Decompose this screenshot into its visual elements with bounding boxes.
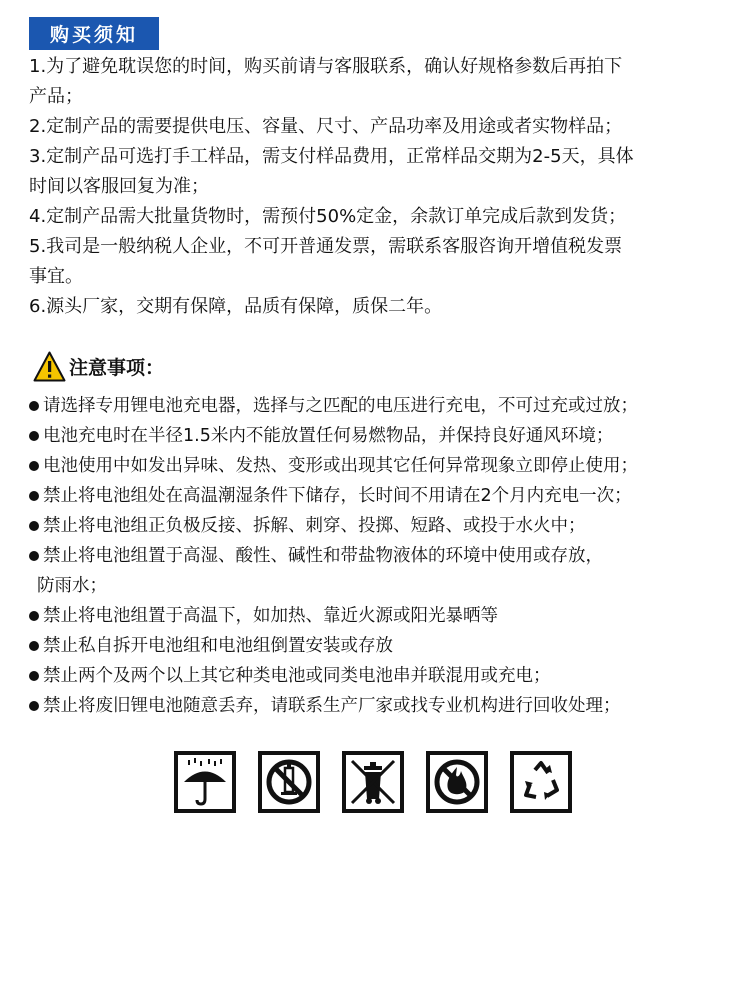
caution-text: 禁止将废旧锂电池随意丢弃，请联系生产厂家或找专业机构进行回收处理；: [43, 696, 621, 716]
caution-text: 请选择专用锂电池充电器，选择与之匹配的电压进行充电，不可过充或过放；: [43, 396, 638, 416]
note-line: 6.源头厂家，交期有保障，品质有保障，质保二年。: [29, 296, 443, 317]
caution-text: 禁止将电池组正负极反接、拆解、刺穿、投掷、短路、或投于水火中；: [43, 516, 586, 536]
list-item: [29, 481, 744, 511]
caution-text: 禁止将电池组置于高温下，如加热、靠近火源或阳光暴晒等: [43, 606, 498, 626]
caution-title: 注意事项：: [69, 356, 165, 379]
note-line: 3.定制产品可选打手工样品，需支付样品费用，正常样品交期为2-5天，具体: [29, 146, 634, 167]
warning-triangle-icon: [33, 351, 66, 382]
purchase-notes: [29, 52, 729, 322]
bullet-icon: [29, 671, 39, 681]
caution-list: [29, 391, 744, 721]
list-item: [29, 421, 744, 451]
note-line: 事宜。: [29, 266, 83, 287]
caution-text: 禁止将电池组处在高温潮湿条件下储存，长时间不用请在2个月内充电一次；: [43, 486, 632, 506]
bullet-icon: [29, 401, 39, 411]
list-item: [29, 451, 744, 481]
caution-text: 禁止私自拆开电池组和电池组倒置安装或存放: [43, 636, 393, 656]
list-item: [29, 631, 744, 661]
note-line: 1.为了避免耽误您的时间，购买前请与客服联系，确认好规格参数后再拍下: [29, 56, 623, 77]
bullet-icon: [29, 461, 39, 471]
caution-text: 电池充电时在半径1.5米内不能放置任何易燃物品，并保持良好通风环境；: [43, 426, 614, 446]
no-fire-icon: [426, 751, 488, 813]
safety-icons-row: [174, 751, 594, 813]
list-item: [29, 391, 744, 421]
bullet-icon: [29, 641, 39, 651]
caution-text: 电池使用中如发出异味、发热、变形或出现其它任何异常现象立即停止使用；: [43, 456, 638, 476]
caution-continuation: 防雨水；: [37, 576, 107, 596]
bullet-icon: [29, 431, 39, 441]
no-trash-disposal-icon: [342, 751, 404, 813]
list-item: [29, 661, 744, 691]
bullet-icon: [29, 491, 39, 501]
caution-header: [33, 349, 164, 383]
note-line: 产品；: [29, 86, 83, 107]
note-line: 2.定制产品的需要提供电压、容量、尺寸、产品功率及用途或者实物样品；: [29, 116, 623, 137]
note-line: 时间以客服回复为准；: [29, 176, 209, 197]
bullet-icon: [29, 701, 39, 711]
bullet-icon: [29, 521, 39, 531]
recycle-icon: [510, 751, 572, 813]
bullet-icon: [29, 611, 39, 621]
list-item: [29, 541, 744, 571]
keep-dry-umbrella-icon: [174, 751, 236, 813]
note-line: 4.定制产品需大批量货物时，需预付50%定金，余款订单完成后款到发货；: [29, 206, 627, 227]
no-disassembly-icon: [258, 751, 320, 813]
list-item: [29, 601, 744, 631]
purchase-notice-title: 购买须知: [29, 17, 159, 50]
note-line: 5.我司是一般纳税人企业，不可开普通发票，需联系客服咨询开增值税发票: [29, 236, 623, 257]
caution-text: 禁止将电池组置于高湿、酸性、碱性和带盐物液体的环境中使用或存放，: [43, 546, 603, 566]
list-item: [29, 511, 744, 541]
bullet-icon: [29, 551, 39, 561]
caution-text: 禁止两个及两个以上其它种类电池或同类电池串并联混用或充电；: [43, 666, 551, 686]
list-item: [29, 691, 744, 721]
